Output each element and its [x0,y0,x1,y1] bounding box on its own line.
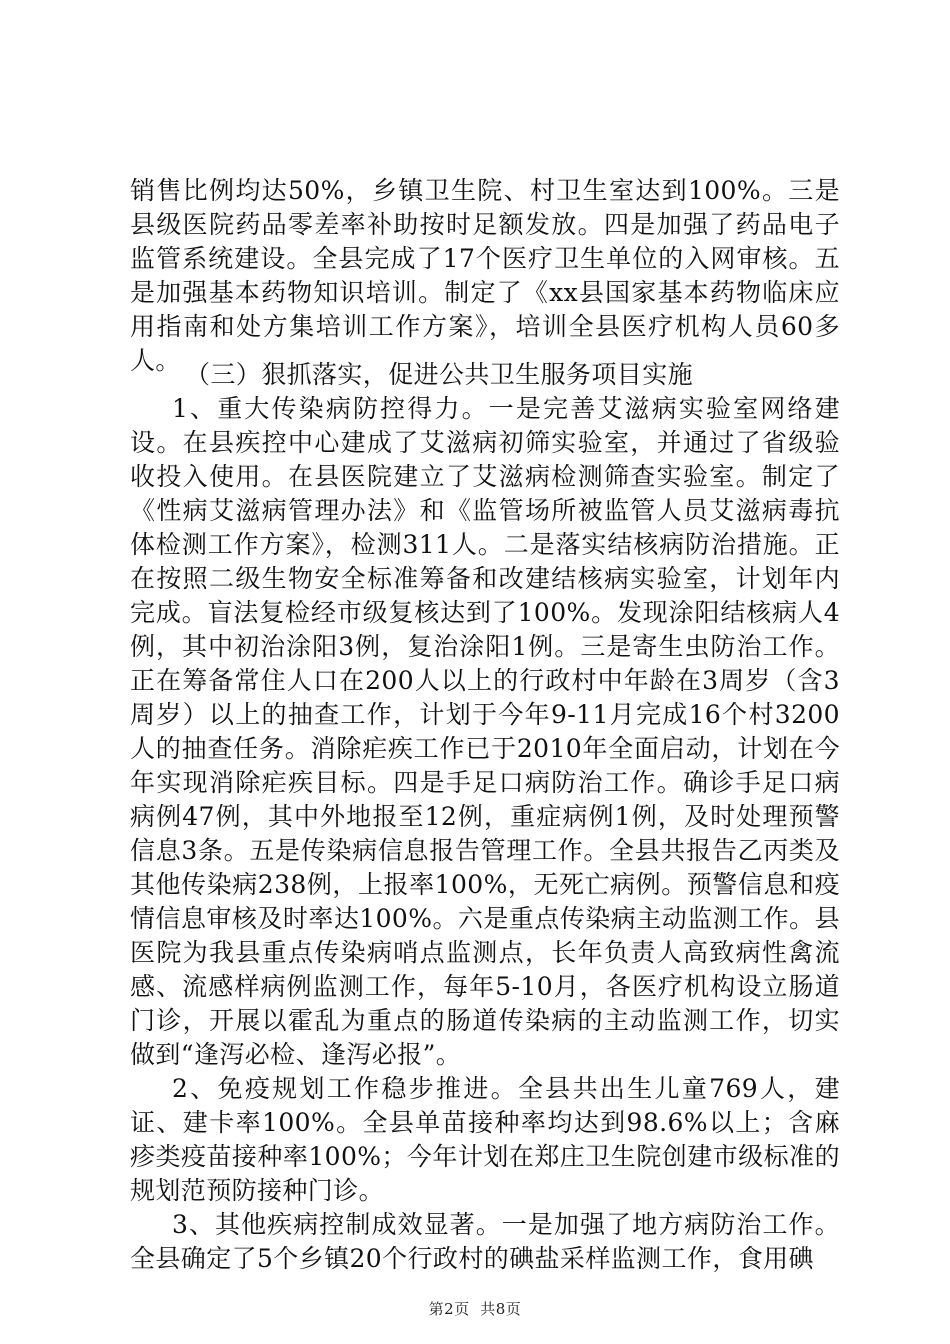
paragraph-other-diseases: 3、其他疾病控制成效显著。一是加强了地方病防治工作。全县确定了5个乡镇20个行政村的碘盐采样监测工作，食用碘 [130,1210,840,1273]
page-footer [0,1298,950,1319]
paragraph-infectious-disease: 1、重大传染病防控得力。一是完善艾滋病实验室网络建设。在县疾控中心建成了艾滋病初筛实验室，并通过了省级验收投入使用。在县医院建立了艾滋病检测筛查实验室。制定了《性病艾滋病管理办法》和《监管场所被监管人员艾滋病毒抗体检测工作方案》，检测311人。二是落实结核病防治措施。正在按照二级生物安全标准筹备和改建结核病实验室，计划年内完成。盲法复检经市级复核达到了100%。发现涂阳结核病人4例，其中初治涂阳3例，复治涂阳1例。三是寄生虫防治工作。正在筹备常住人口在200人以上的行政村中年龄在3周岁（含3周岁）以上的抽查工作，计划于今年9-11月完成16个村3200人的抽查任务。消除疟疾工作已于2010年全面启动，计划在今年实现消除疟疾目标。四是手足口病防治工作。确诊手足口病病例47例，其中外地报至12例，重症病例1例，及时处理预警信息3条。五是传染病信息报告管理工作。全县共报告乙丙类及其他传染病238例，上报率100%，无死亡病例。预警信息和疫情信息审核及时率达100%。六是重点传染病主动监测工作。县医院为我县重点传染病哨点监测点，长年负责人高致病性禽流感、流感样病例监测工作，每年5-10月，各医疗机构设立肠道门诊，开展以霍乱为重点的肠道传染病的主动监测工作，切实做到“逢泻必检、逢泻必报”。 [130,394,840,1069]
page-number: 第2页 [428,1300,470,1318]
top-text-block [130,174,840,378]
page-total: 共8页 [480,1300,522,1318]
section-heading: （三）狠抓落实，促进公共卫生服务项目实施 [185,360,694,389]
paragraph-immunization: 2、免疫规划工作稳步推进。全县共出生儿童769人，建证、建卡率100%。全县单苗接种率均达到98.6%以上；含麻疹类疫苗接种率100%；今年计划在郑庄卫生院创建市级标准的规划范预防接种门诊。 [130,1074,840,1205]
main-text-block [130,358,840,1276]
continuation-paragraph: 销售比例均达50%，乡镇卫生院、村卫生室达到100%。三是县级医院药品零差率补助按时足额发放。四是加强了药品电子监管系统建设。全县完成了17个医疗卫生单位的入网审核。五是加强基本药物知识培训。制定了《xx县国家基本药物临床应用指南和处方集培训工作方案》，培训全县医疗机构人员60多人。 [130,176,840,375]
